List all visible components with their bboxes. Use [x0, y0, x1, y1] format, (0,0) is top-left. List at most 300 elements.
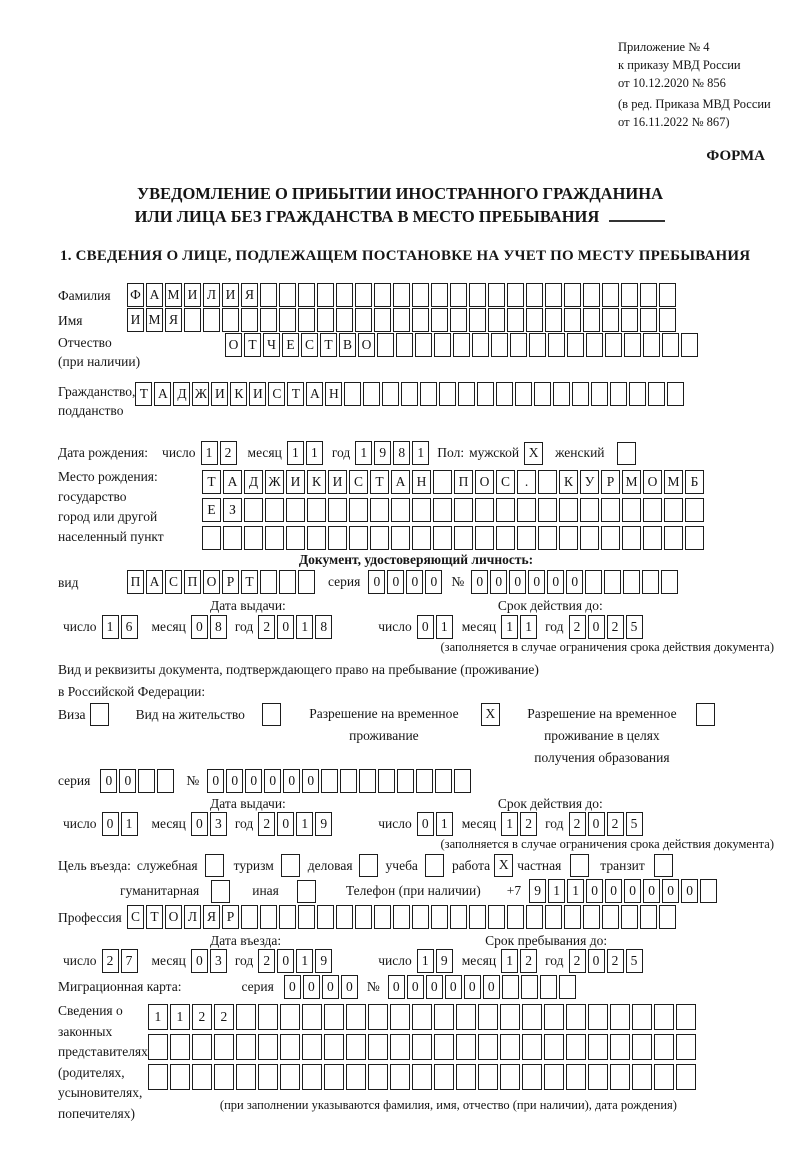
char-cell[interactable]: К: [559, 470, 578, 494]
char-cell[interactable]: [469, 283, 486, 307]
char-cell[interactable]: [157, 769, 174, 793]
char-cell[interactable]: И: [328, 470, 347, 494]
char-cell[interactable]: [610, 1064, 630, 1090]
char-cell[interactable]: [585, 570, 602, 594]
char-cell[interactable]: [601, 526, 620, 550]
char-cell[interactable]: [567, 333, 584, 357]
char-cell[interactable]: 6: [121, 615, 138, 639]
char-cell[interactable]: Т: [244, 333, 261, 357]
char-cell[interactable]: 2: [569, 615, 586, 639]
char-cell[interactable]: [662, 333, 679, 357]
char-cell[interactable]: 0: [417, 615, 434, 639]
char-cell[interactable]: [622, 498, 641, 522]
char-cell[interactable]: 0: [322, 975, 339, 999]
birth-day-input[interactable]: [201, 441, 237, 465]
char-cell[interactable]: [391, 498, 410, 522]
residence-number-input[interactable]: [207, 769, 471, 793]
char-cell[interactable]: [621, 905, 638, 929]
char-cell[interactable]: [521, 975, 538, 999]
char-cell[interactable]: 1: [306, 441, 323, 465]
char-cell[interactable]: [349, 526, 368, 550]
char-cell[interactable]: Д: [244, 470, 263, 494]
char-cell[interactable]: [435, 769, 452, 793]
char-cell[interactable]: 5: [626, 615, 643, 639]
doc-issue-month-input[interactable]: [191, 615, 227, 639]
char-cell[interactable]: Ч: [263, 333, 280, 357]
char-cell[interactable]: [475, 498, 494, 522]
patronymic-input[interactable]: [225, 333, 698, 357]
char-cell[interactable]: [324, 1064, 344, 1090]
char-cell[interactable]: 1: [201, 441, 218, 465]
char-cell[interactable]: [624, 333, 641, 357]
citizenship-input[interactable]: [135, 382, 684, 406]
char-cell[interactable]: [439, 382, 456, 406]
char-cell[interactable]: О: [225, 333, 242, 357]
doc-valid-day-input[interactable]: [417, 615, 453, 639]
entry-day-input[interactable]: [102, 949, 138, 973]
char-cell[interactable]: [664, 526, 683, 550]
char-cell[interactable]: Т: [241, 570, 258, 594]
char-cell[interactable]: М: [622, 470, 641, 494]
char-cell[interactable]: [545, 905, 562, 929]
char-cell[interactable]: [363, 382, 380, 406]
char-cell[interactable]: [545, 308, 562, 332]
char-cell[interactable]: 2: [607, 949, 624, 973]
char-cell[interactable]: [170, 1034, 190, 1060]
char-cell[interactable]: 2: [214, 1004, 234, 1030]
char-cell[interactable]: 0: [662, 879, 679, 903]
char-cell[interactable]: С: [349, 470, 368, 494]
char-cell[interactable]: [610, 382, 627, 406]
char-cell[interactable]: [382, 382, 399, 406]
char-cell[interactable]: [621, 283, 638, 307]
char-cell[interactable]: [478, 1064, 498, 1090]
residence-valid-month-input[interactable]: [501, 812, 537, 836]
char-cell[interactable]: .: [517, 470, 536, 494]
char-cell[interactable]: [433, 470, 452, 494]
char-cell[interactable]: Я: [203, 905, 220, 929]
char-cell[interactable]: [434, 333, 451, 357]
char-cell[interactable]: [566, 1034, 586, 1060]
char-cell[interactable]: [602, 283, 619, 307]
option-temp-residence-checkbox[interactable]: X: [481, 703, 500, 726]
char-cell[interactable]: [522, 1034, 542, 1060]
char-cell[interactable]: [654, 1034, 674, 1060]
char-cell[interactable]: [681, 333, 698, 357]
entry-year-input[interactable]: [258, 949, 332, 973]
char-cell[interactable]: [659, 905, 676, 929]
char-cell[interactable]: [302, 1034, 322, 1060]
char-cell[interactable]: М: [146, 308, 163, 332]
char-cell[interactable]: [522, 1064, 542, 1090]
char-cell[interactable]: 0: [588, 812, 605, 836]
residence-valid-year-input[interactable]: [569, 812, 643, 836]
char-cell[interactable]: 0: [407, 975, 424, 999]
char-cell[interactable]: [456, 1004, 476, 1030]
residence-issue-year-input[interactable]: [258, 812, 332, 836]
char-cell[interactable]: [559, 498, 578, 522]
char-cell[interactable]: [336, 905, 353, 929]
char-cell[interactable]: Т: [135, 382, 152, 406]
char-cell[interactable]: С: [301, 333, 318, 357]
char-cell[interactable]: 2: [607, 812, 624, 836]
char-cell[interactable]: 0: [588, 949, 605, 973]
char-cell[interactable]: 2: [569, 812, 586, 836]
char-cell[interactable]: 0: [191, 949, 208, 973]
char-cell[interactable]: 0: [605, 879, 622, 903]
char-cell[interactable]: Р: [601, 470, 620, 494]
char-cell[interactable]: 0: [341, 975, 358, 999]
char-cell[interactable]: [148, 1034, 168, 1060]
char-cell[interactable]: [280, 1034, 300, 1060]
char-cell[interactable]: 1: [296, 949, 313, 973]
char-cell[interactable]: [488, 905, 505, 929]
char-cell[interactable]: У: [580, 470, 599, 494]
char-cell[interactable]: 0: [624, 879, 641, 903]
char-cell[interactable]: [553, 382, 570, 406]
char-cell[interactable]: [317, 283, 334, 307]
char-cell[interactable]: [378, 769, 395, 793]
char-cell[interactable]: К: [307, 470, 326, 494]
char-cell[interactable]: [654, 1004, 674, 1030]
char-cell[interactable]: [566, 1064, 586, 1090]
char-cell[interactable]: [488, 308, 505, 332]
doc-series-input[interactable]: [368, 570, 442, 594]
char-cell[interactable]: [450, 905, 467, 929]
char-cell[interactable]: [510, 333, 527, 357]
char-cell[interactable]: [583, 308, 600, 332]
char-cell[interactable]: [260, 308, 277, 332]
char-cell[interactable]: 1: [436, 812, 453, 836]
char-cell[interactable]: [374, 308, 391, 332]
char-cell[interactable]: Я: [241, 283, 258, 307]
char-cell[interactable]: [534, 382, 551, 406]
char-cell[interactable]: [500, 1034, 520, 1060]
char-cell[interactable]: [564, 283, 581, 307]
representatives-line3-input[interactable]: [148, 1064, 696, 1090]
char-cell[interactable]: 2: [520, 812, 537, 836]
char-cell[interactable]: [286, 526, 305, 550]
doc-issue-day-input[interactable]: [102, 615, 138, 639]
birth-month-input[interactable]: [287, 441, 323, 465]
char-cell[interactable]: [317, 905, 334, 929]
birthplace-line1-input[interactable]: [202, 470, 704, 494]
char-cell[interactable]: [659, 308, 676, 332]
char-cell[interactable]: 1: [417, 949, 434, 973]
purpose-humanitarian-checkbox[interactable]: [211, 880, 230, 903]
char-cell[interactable]: Н: [325, 382, 342, 406]
char-cell[interactable]: [564, 905, 581, 929]
char-cell[interactable]: [496, 382, 513, 406]
purpose-work-checkbox[interactable]: X: [494, 854, 513, 877]
char-cell[interactable]: 0: [303, 975, 320, 999]
char-cell[interactable]: [412, 308, 429, 332]
char-cell[interactable]: [685, 498, 704, 522]
char-cell[interactable]: [412, 283, 429, 307]
char-cell[interactable]: И: [211, 382, 228, 406]
char-cell[interactable]: [265, 498, 284, 522]
char-cell[interactable]: [564, 308, 581, 332]
char-cell[interactable]: [478, 1034, 498, 1060]
char-cell[interactable]: О: [203, 570, 220, 594]
char-cell[interactable]: 0: [191, 812, 208, 836]
char-cell[interactable]: [507, 905, 524, 929]
char-cell[interactable]: 8: [393, 441, 410, 465]
birthplace-line2-input[interactable]: [202, 498, 704, 522]
char-cell[interactable]: [279, 283, 296, 307]
char-cell[interactable]: 0: [277, 615, 294, 639]
char-cell[interactable]: [307, 526, 326, 550]
char-cell[interactable]: 1: [355, 441, 372, 465]
purpose-other-checkbox[interactable]: [297, 880, 316, 903]
char-cell[interactable]: [412, 1004, 432, 1030]
purpose-transit-checkbox[interactable]: [654, 854, 673, 877]
char-cell[interactable]: [346, 1064, 366, 1090]
char-cell[interactable]: Ж: [265, 470, 284, 494]
char-cell[interactable]: 2: [102, 949, 119, 973]
char-cell[interactable]: [280, 1004, 300, 1030]
phone-input[interactable]: [529, 879, 717, 903]
char-cell[interactable]: [496, 498, 515, 522]
char-cell[interactable]: 8: [210, 615, 227, 639]
char-cell[interactable]: [522, 1004, 542, 1030]
char-cell[interactable]: [258, 1004, 278, 1030]
char-cell[interactable]: [676, 1034, 696, 1060]
char-cell[interactable]: [298, 283, 315, 307]
char-cell[interactable]: [583, 905, 600, 929]
char-cell[interactable]: [431, 283, 448, 307]
char-cell[interactable]: [265, 526, 284, 550]
char-cell[interactable]: 0: [119, 769, 136, 793]
char-cell[interactable]: [434, 1004, 454, 1030]
char-cell[interactable]: 0: [302, 769, 319, 793]
char-cell[interactable]: [454, 498, 473, 522]
char-cell[interactable]: [544, 1034, 564, 1060]
char-cell[interactable]: 0: [643, 879, 660, 903]
name-input[interactable]: [127, 308, 676, 332]
char-cell[interactable]: И: [222, 283, 239, 307]
char-cell[interactable]: [370, 498, 389, 522]
char-cell[interactable]: Т: [146, 905, 163, 929]
sex-male-checkbox[interactable]: X: [524, 442, 543, 465]
char-cell[interactable]: 0: [406, 570, 423, 594]
char-cell[interactable]: 9: [436, 949, 453, 973]
doc-type-input[interactable]: [127, 570, 315, 594]
char-cell[interactable]: П: [184, 570, 201, 594]
char-cell[interactable]: [214, 1034, 234, 1060]
char-cell[interactable]: [370, 526, 389, 550]
char-cell[interactable]: [529, 333, 546, 357]
stay-day-input[interactable]: [417, 949, 453, 973]
char-cell[interactable]: [302, 1064, 322, 1090]
char-cell[interactable]: 1: [567, 879, 584, 903]
char-cell[interactable]: Б: [685, 470, 704, 494]
char-cell[interactable]: [170, 1064, 190, 1090]
char-cell[interactable]: Е: [202, 498, 221, 522]
char-cell[interactable]: [412, 1034, 432, 1060]
char-cell[interactable]: [548, 333, 565, 357]
char-cell[interactable]: 0: [388, 975, 405, 999]
char-cell[interactable]: О: [165, 905, 182, 929]
char-cell[interactable]: [390, 1034, 410, 1060]
char-cell[interactable]: 0: [417, 812, 434, 836]
char-cell[interactable]: [324, 1034, 344, 1060]
char-cell[interactable]: [632, 1004, 652, 1030]
char-cell[interactable]: [390, 1064, 410, 1090]
char-cell[interactable]: [390, 1004, 410, 1030]
char-cell[interactable]: [591, 382, 608, 406]
char-cell[interactable]: 2: [220, 441, 237, 465]
char-cell[interactable]: [241, 905, 258, 929]
char-cell[interactable]: [184, 308, 201, 332]
char-cell[interactable]: 0: [207, 769, 224, 793]
char-cell[interactable]: [355, 283, 372, 307]
char-cell[interactable]: [583, 283, 600, 307]
char-cell[interactable]: [544, 1004, 564, 1030]
char-cell[interactable]: 0: [284, 975, 301, 999]
char-cell[interactable]: 2: [258, 615, 275, 639]
char-cell[interactable]: [517, 498, 536, 522]
char-cell[interactable]: [328, 526, 347, 550]
char-cell[interactable]: Т: [202, 470, 221, 494]
stay-year-input[interactable]: [569, 949, 643, 973]
char-cell[interactable]: Н: [412, 470, 431, 494]
char-cell[interactable]: [580, 526, 599, 550]
char-cell[interactable]: [203, 308, 220, 332]
char-cell[interactable]: [605, 333, 622, 357]
char-cell[interactable]: [456, 1034, 476, 1060]
char-cell[interactable]: А: [154, 382, 171, 406]
char-cell[interactable]: 0: [471, 570, 488, 594]
char-cell[interactable]: 1: [436, 615, 453, 639]
char-cell[interactable]: В: [339, 333, 356, 357]
char-cell[interactable]: [664, 498, 683, 522]
char-cell[interactable]: 0: [588, 615, 605, 639]
char-cell[interactable]: [260, 905, 277, 929]
char-cell[interactable]: 9: [529, 879, 546, 903]
char-cell[interactable]: 2: [258, 812, 275, 836]
char-cell[interactable]: [643, 498, 662, 522]
char-cell[interactable]: [307, 498, 326, 522]
char-cell[interactable]: 1: [501, 615, 518, 639]
surname-input[interactable]: [127, 283, 676, 307]
char-cell[interactable]: [517, 526, 536, 550]
char-cell[interactable]: [500, 1064, 520, 1090]
char-cell[interactable]: А: [391, 470, 410, 494]
char-cell[interactable]: [279, 905, 296, 929]
char-cell[interactable]: Т: [320, 333, 337, 357]
char-cell[interactable]: [500, 1004, 520, 1030]
char-cell[interactable]: С: [268, 382, 285, 406]
representatives-line1-input[interactable]: [148, 1004, 696, 1030]
char-cell[interactable]: К: [230, 382, 247, 406]
char-cell[interactable]: О: [358, 333, 375, 357]
char-cell[interactable]: 2: [258, 949, 275, 973]
char-cell[interactable]: [544, 1064, 564, 1090]
char-cell[interactable]: [622, 526, 641, 550]
purpose-study-checkbox[interactable]: [425, 854, 444, 877]
char-cell[interactable]: 0: [490, 570, 507, 594]
char-cell[interactable]: [640, 308, 657, 332]
char-cell[interactable]: 2: [607, 615, 624, 639]
char-cell[interactable]: М: [664, 470, 683, 494]
char-cell[interactable]: [623, 570, 640, 594]
char-cell[interactable]: [431, 308, 448, 332]
char-cell[interactable]: [355, 308, 372, 332]
migration-series-input[interactable]: [284, 975, 358, 999]
char-cell[interactable]: [368, 1064, 388, 1090]
char-cell[interactable]: [374, 905, 391, 929]
char-cell[interactable]: [241, 308, 258, 332]
char-cell[interactable]: [368, 1034, 388, 1060]
char-cell[interactable]: 0: [566, 570, 583, 594]
char-cell[interactable]: 0: [426, 975, 443, 999]
char-cell[interactable]: [433, 498, 452, 522]
char-cell[interactable]: 0: [528, 570, 545, 594]
residence-series-input[interactable]: [100, 769, 174, 793]
char-cell[interactable]: [298, 570, 315, 594]
char-cell[interactable]: [545, 283, 562, 307]
char-cell[interactable]: [580, 498, 599, 522]
char-cell[interactable]: П: [454, 470, 473, 494]
char-cell[interactable]: [507, 308, 524, 332]
char-cell[interactable]: 1: [102, 615, 119, 639]
char-cell[interactable]: [298, 308, 315, 332]
char-cell[interactable]: 0: [509, 570, 526, 594]
char-cell[interactable]: [450, 308, 467, 332]
profession-input[interactable]: [127, 905, 676, 929]
char-cell[interactable]: [488, 283, 505, 307]
char-cell[interactable]: [450, 283, 467, 307]
char-cell[interactable]: [377, 333, 394, 357]
char-cell[interactable]: [601, 498, 620, 522]
char-cell[interactable]: 2: [520, 949, 537, 973]
char-cell[interactable]: 9: [374, 441, 391, 465]
char-cell[interactable]: [515, 382, 532, 406]
char-cell[interactable]: 0: [102, 812, 119, 836]
char-cell[interactable]: [236, 1034, 256, 1060]
char-cell[interactable]: 9: [315, 812, 332, 836]
char-cell[interactable]: [526, 905, 543, 929]
char-cell[interactable]: [478, 1004, 498, 1030]
char-cell[interactable]: [148, 1064, 168, 1090]
char-cell[interactable]: 1: [121, 812, 138, 836]
char-cell[interactable]: 0: [681, 879, 698, 903]
char-cell[interactable]: 7: [121, 949, 138, 973]
char-cell[interactable]: [279, 308, 296, 332]
option-temp-residence-education-checkbox[interactable]: [696, 703, 715, 726]
char-cell[interactable]: И: [286, 470, 305, 494]
char-cell[interactable]: [676, 1004, 696, 1030]
char-cell[interactable]: [491, 333, 508, 357]
char-cell[interactable]: 9: [315, 949, 332, 973]
char-cell[interactable]: [336, 308, 353, 332]
purpose-official-checkbox[interactable]: [205, 854, 224, 877]
char-cell[interactable]: [454, 769, 471, 793]
char-cell[interactable]: А: [306, 382, 323, 406]
char-cell[interactable]: [642, 570, 659, 594]
char-cell[interactable]: [433, 526, 452, 550]
char-cell[interactable]: 0: [425, 570, 442, 594]
char-cell[interactable]: Е: [282, 333, 299, 357]
char-cell[interactable]: 3: [210, 949, 227, 973]
char-cell[interactable]: [202, 526, 221, 550]
char-cell[interactable]: [391, 526, 410, 550]
char-cell[interactable]: [502, 975, 519, 999]
char-cell[interactable]: [540, 975, 557, 999]
char-cell[interactable]: [648, 382, 665, 406]
doc-number-input[interactable]: [471, 570, 678, 594]
